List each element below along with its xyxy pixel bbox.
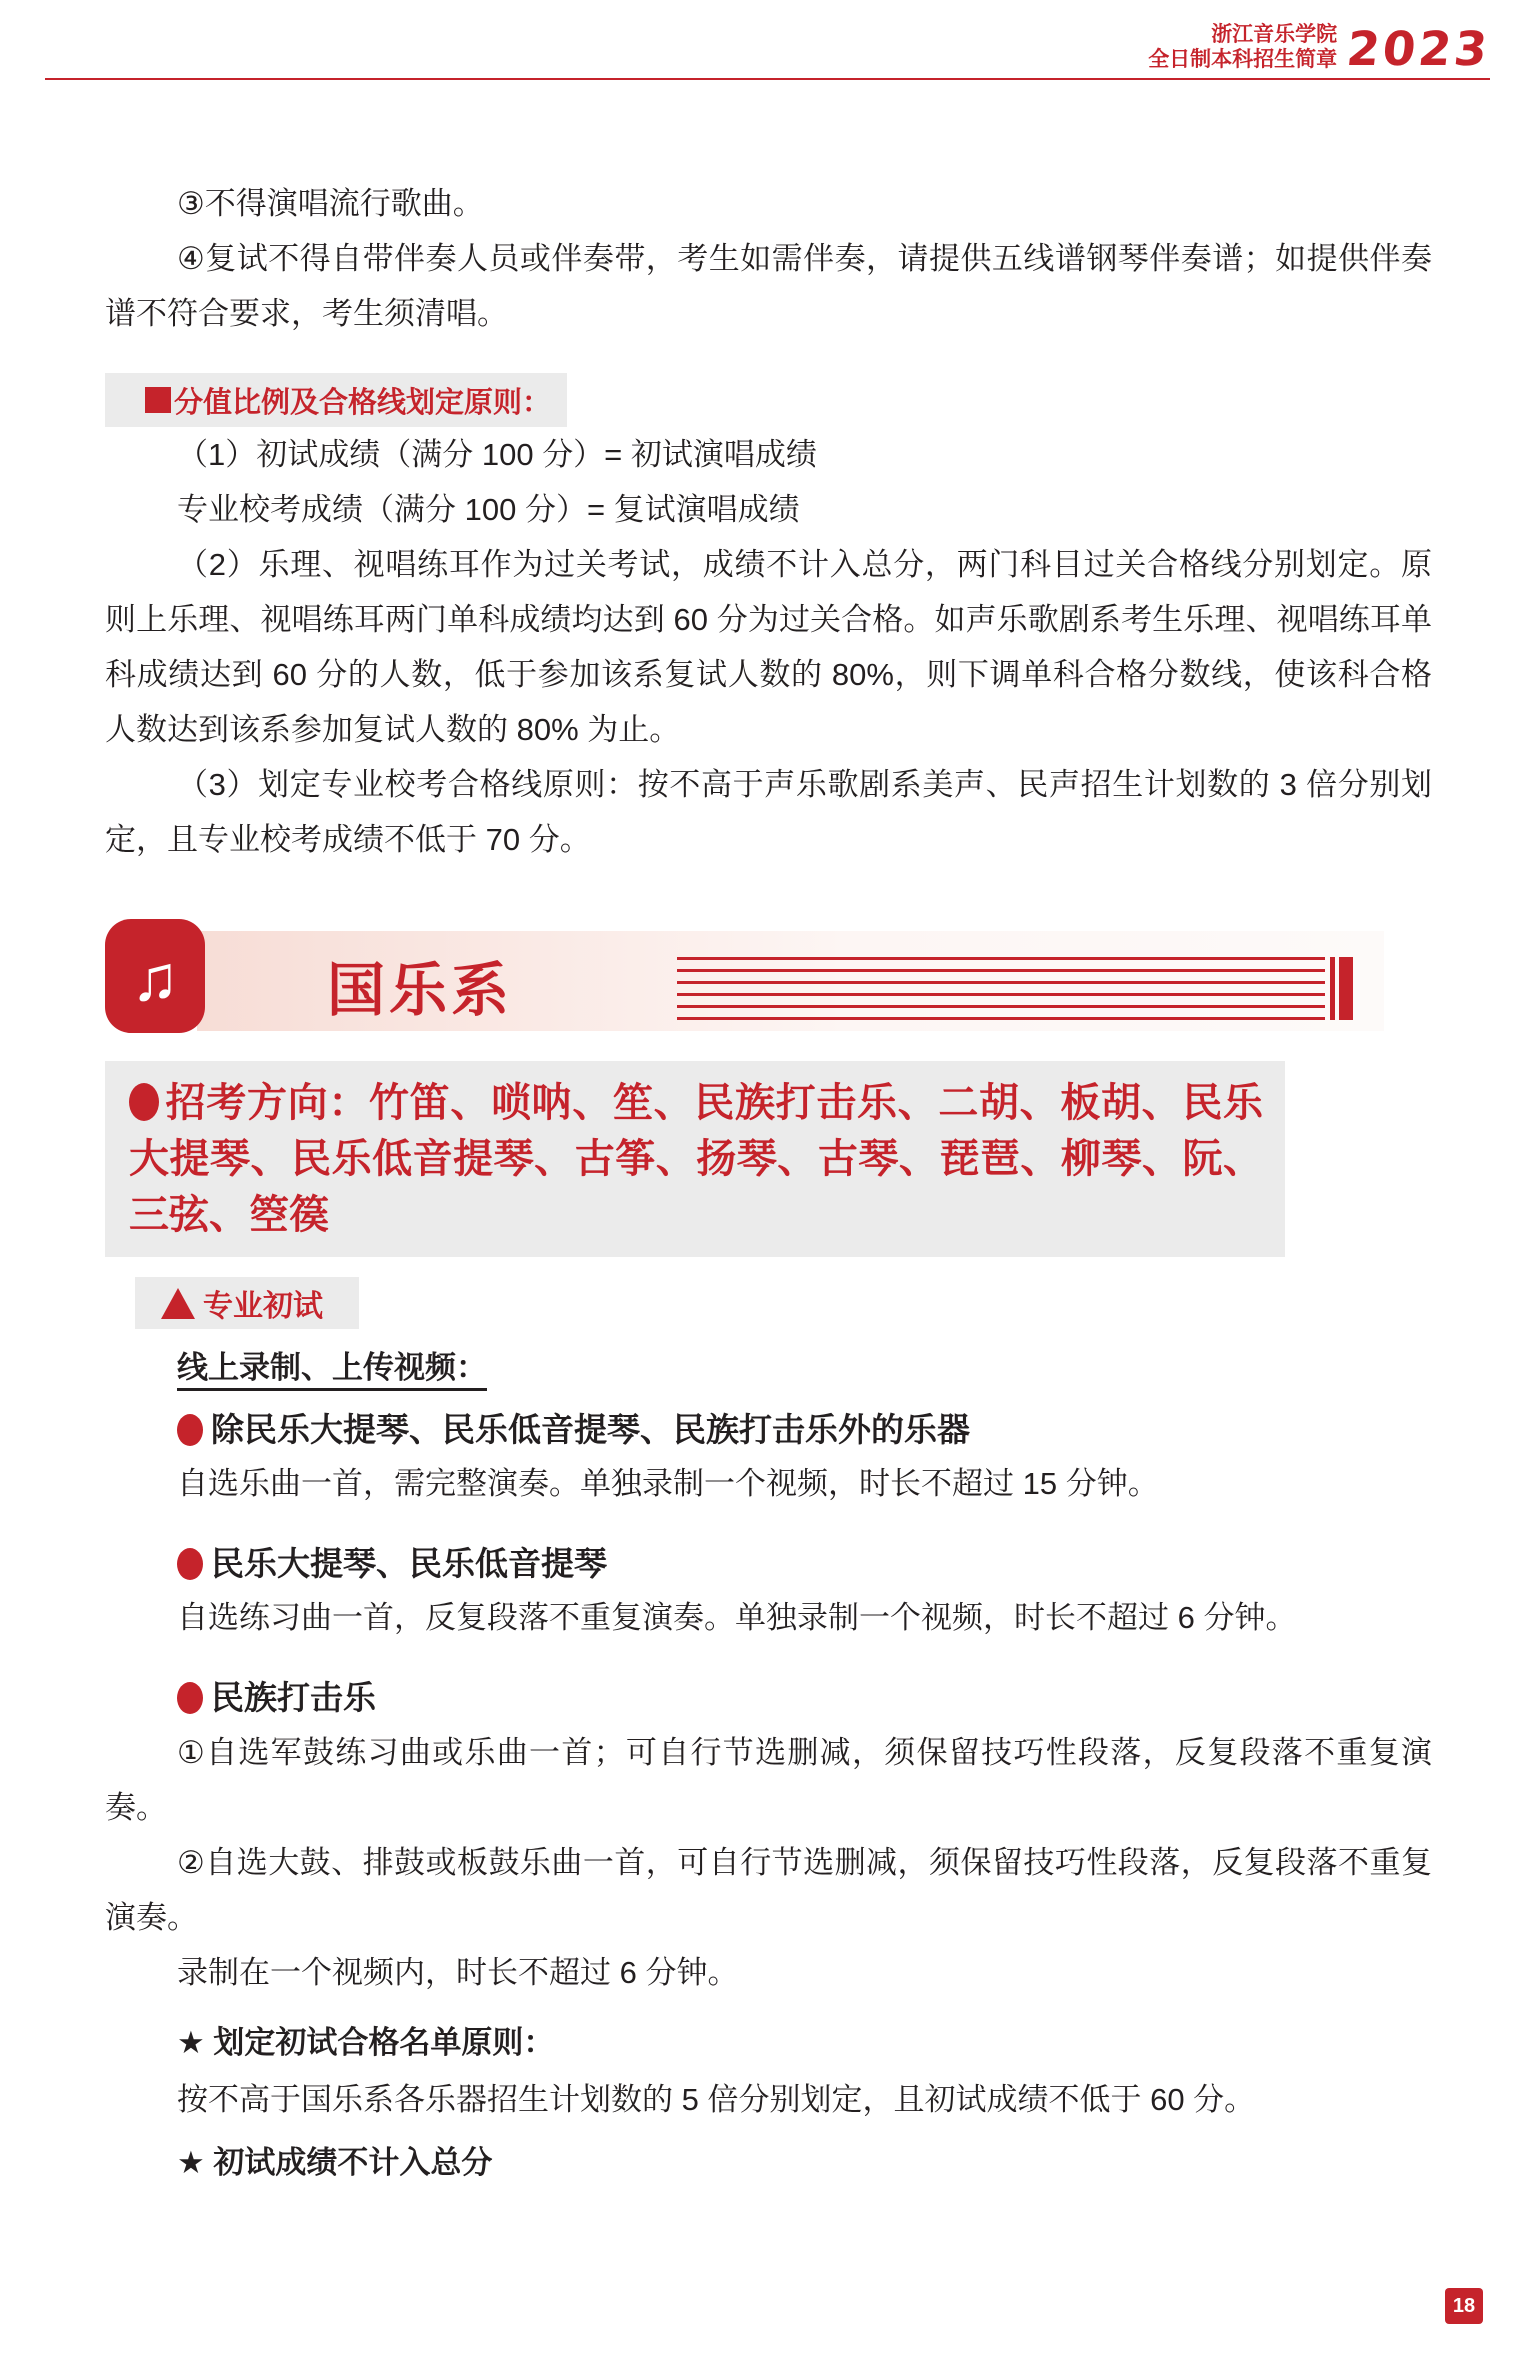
main-content — [105, 80, 1432, 2186]
department-title: 国乐系 — [327, 956, 514, 1024]
header-brand — [45, 22, 1493, 77]
percussion-rule-2: ②自选大鼓、排鼓或板鼓乐曲一首，可自行节选删减，须保留技巧性段落，反复段落不重复演奏。 — [105, 1845, 1432, 1935]
staff-lines-decoration — [677, 957, 1325, 1020]
qualification-rule-body: 按不高于国乐系各乐器招生计划数的 5 倍分别划定，且初试成绩不低于 60 分。 — [177, 2082, 1256, 2117]
staff-thick-barline — [1339, 957, 1353, 1020]
percussion-rule-1: ①自选军鼓练习曲或乐曲一首；可自行节选删减，须保留技巧性段落，反复段落不重复演奏。 — [105, 1735, 1432, 1825]
square-icon — [145, 387, 171, 413]
header-school-name: 浙江音乐学院 — [1211, 23, 1338, 46]
admission-directions — [105, 1061, 1285, 1257]
bullet-icon — [129, 1083, 159, 1121]
score-section-title: 分值比例及合格线划定原则： — [174, 386, 552, 419]
header-year: 2023 — [1344, 22, 1493, 77]
instrument-group-title: 民乐大提琴、民乐低音提琴 — [177, 1541, 1432, 1587]
bullet-icon — [177, 1682, 203, 1714]
instrument-group-title: 除民乐大提琴、民乐低音提琴、民族打击乐外的乐器 — [177, 1407, 1432, 1453]
bullet-icon — [177, 1548, 203, 1580]
score-section-header — [105, 373, 567, 427]
preliminary-test-title: 专业初试 — [203, 1290, 323, 1323]
qualification-rule-title: ★ 划定初试合格名单原则： — [177, 2025, 555, 2060]
online-recording-note: 线上录制、上传视频： — [177, 1345, 1432, 1391]
instrument-group-body: 自选练习曲一首，反复段落不重复演奏。单独录制一个视频，时长不超过 6 分钟。 — [177, 1600, 1297, 1635]
instrument-group-title: 民族打击乐 — [177, 1675, 1432, 1721]
page-header — [0, 0, 1535, 80]
score-rule-1b: 专业校考成绩（满分 100 分）= 复试演唱成绩 — [177, 492, 800, 527]
preliminary-test-body — [105, 1345, 1432, 1721]
guoyue-department-banner — [105, 919, 1432, 1033]
score-rule-1a: （1）初试成绩（满分 100 分）= 初试演唱成绩 — [177, 437, 817, 472]
music-note-icon: ♫ — [105, 919, 205, 1033]
bullet-icon — [177, 1414, 203, 1446]
triangle-icon — [161, 1288, 195, 1319]
qualification-rules — [105, 2020, 1432, 2186]
instrument-group-body: 自选乐曲一首，需完整演奏。单独录制一个视频，时长不超过 15 分钟。 — [177, 1466, 1159, 1501]
page-number: 18 — [1452, 2294, 1476, 2317]
score-rule-2: （2）乐理、视唱练耳作为过关考试，成绩不计入总分，两门科目过关合格线分别划定。原则上乐理、视唱练耳两门单科成绩均达到 60 分为过关合格。如声乐歌剧系考生乐理、视唱练耳单科成绩达到 60 分的人数，低于参加该系复试人数的 80%，则下调单科合格分数线，使该科合格人数达到该系参加复试人数的 80% 为止。 — [105, 547, 1432, 747]
score-not-counted-note: ★ 初试成绩不计入总分 — [177, 2145, 493, 2180]
staff-thin-barline — [1330, 957, 1335, 1020]
score-rule-3: （3）划定专业校考合格线原则：按不高于声乐歌剧系美声、民声招生计划数的 3 倍分别划定，且专业校考成绩不低于 70 分。 — [105, 767, 1432, 857]
vocal-rule-4: ④复试不得自带伴奏人员或伴奏带，考生如需伴奏，请提供五线谱钢琴伴奏谱；如提供伴奏谱不符合要求，考生须清唱。 — [105, 241, 1432, 331]
percussion-rule-3: 录制在一个视频内，时长不超过 6 分钟。 — [177, 1955, 739, 1990]
admission-directions-text: 招考方向：竹笛、唢呐、笙、民族打击乐、二胡、板胡、民乐大提琴、民乐低音提琴、古筝、扬琴、古琴、琵琶、柳琴、阮、三弦、箜篌 — [129, 1081, 1263, 1237]
preliminary-test-header — [135, 1277, 359, 1329]
header-subtitle: 全日制本科招生简章 — [1148, 48, 1338, 71]
vocal-rule-3: ③不得演唱流行歌曲。 — [177, 186, 484, 221]
page-number-badge — [1445, 2288, 1483, 2324]
